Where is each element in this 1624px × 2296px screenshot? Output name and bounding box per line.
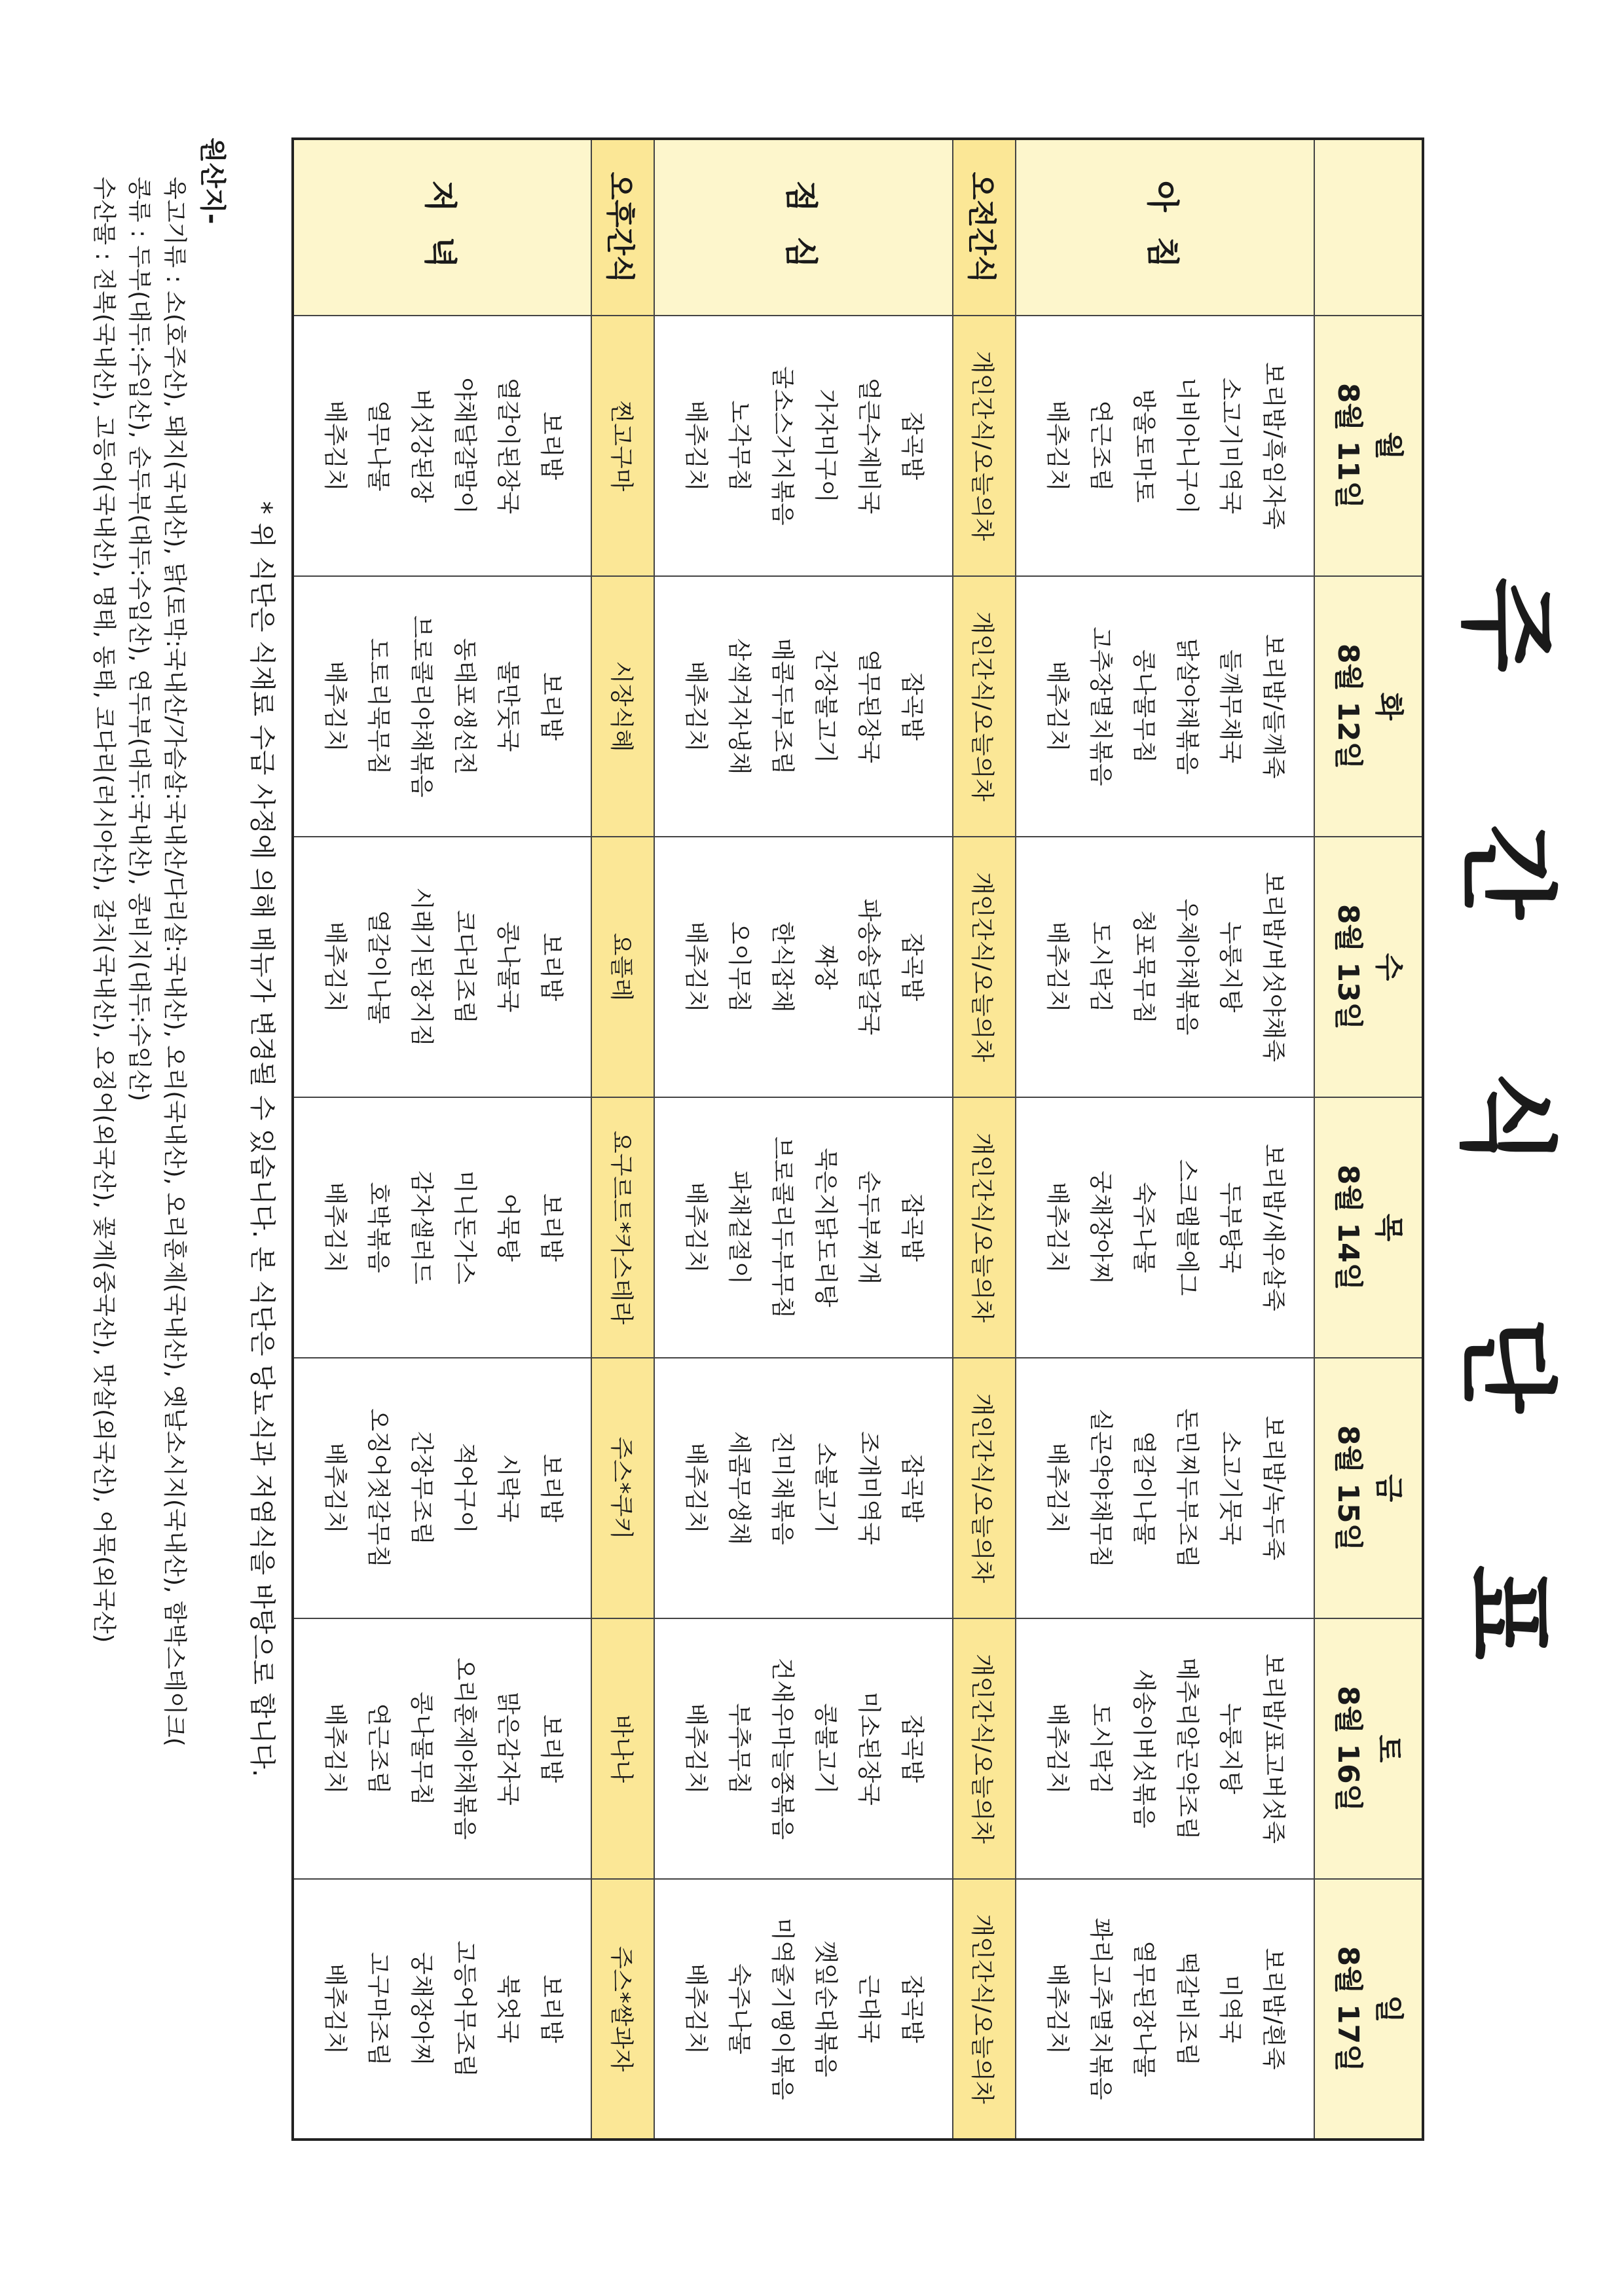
menu-cell [654, 1358, 953, 1618]
corner-cell [1314, 139, 1423, 316]
dish-item: 버섯강된장 [407, 389, 435, 503]
dish-item: 물만둣국 [494, 661, 521, 752]
day-name: 금 [1372, 1474, 1406, 1503]
snack-cell: 개인간식/오늘의차 [953, 1097, 1016, 1358]
day-date: 8월 17일 [1331, 1946, 1365, 2072]
day-header [1314, 1618, 1423, 1879]
dish-item: 고등어무조림 [451, 1941, 478, 2077]
afternoon-snack-row [591, 139, 654, 2140]
day-name: 토 [1372, 1734, 1406, 1763]
dish-item: 떡갈비조림 [1173, 1952, 1200, 2066]
dish-item: 미역국 [1216, 1975, 1244, 2043]
menu-cell [654, 1097, 953, 1358]
day-name: 수 [1372, 953, 1406, 981]
dish-item: 닭살야채볶음 [1173, 638, 1200, 775]
origin-info [86, 137, 232, 2200]
dish-item: 잡곡밥 [898, 411, 925, 481]
dish-item: 배추김치 [321, 921, 348, 1013]
menu-cell [1016, 1879, 1314, 2140]
day-name: 월 [1372, 431, 1406, 460]
menu-cell [654, 316, 953, 576]
menu-cell [1016, 1358, 1314, 1618]
dish-item: 배추김치 [321, 1182, 348, 1273]
menu-cell [293, 316, 591, 576]
dish-item: 시래기된장지짐 [407, 887, 435, 1047]
dish-item: 고추장멸치볶음 [1086, 627, 1114, 786]
dish-item: 돈민찌두부조림 [1173, 1408, 1200, 1568]
dish-item: 실곤약야채무침 [1086, 1408, 1114, 1568]
day-date: 8월 16일 [1331, 1685, 1365, 1812]
menu-cell [293, 1097, 591, 1358]
dish-item: 배추김치 [1043, 1442, 1071, 1534]
dish-item: 부추무침 [725, 1703, 752, 1795]
origin-heading: 원산지- [197, 137, 227, 225]
dish-item: 깻잎순대볶음 [811, 1941, 839, 2077]
dish-item: 열무나물 [364, 400, 392, 492]
dish-item: 굴소스가지볶음 [768, 366, 796, 526]
row-label: 아 침 [1016, 139, 1314, 316]
dish-item: 소고기미역국 [1216, 377, 1244, 515]
menu-cell [293, 1358, 591, 1618]
dish-item: 배추김치 [1043, 1963, 1071, 2055]
dish-item: 얼큰수제비국 [855, 377, 882, 515]
dish-item: 배추김치 [321, 661, 348, 752]
menu-cell [293, 1618, 591, 1879]
dish-item: 소불고기 [811, 1442, 839, 1534]
dish-item: 잡곡밥 [898, 1193, 925, 1262]
dish-item: 코다리조림 [451, 910, 478, 1024]
menu-cell [1016, 316, 1314, 576]
dish-item: 파채겉절이 [725, 1171, 752, 1285]
menu-change-notice: * 위 식단은 식재료 수급 사정에 의해 메뉴가 변경될 수 있습니다. 본 식단은 당뇨식과 저염식을 바탕으로 합니다. [247, 501, 277, 1777]
day-header [1314, 1097, 1423, 1358]
dish-item: 배추김치 [682, 1442, 709, 1534]
dish-item: 미소된장국 [855, 1692, 882, 1806]
menu-cell [1016, 837, 1314, 1097]
dish-item: 새송이버섯볶음 [1130, 1669, 1157, 1829]
snack-cell: 바나나 [591, 1618, 654, 1879]
dish-item: 브로콜리야채볶음 [407, 615, 435, 798]
dish-item: 어묵탕 [494, 1193, 521, 1262]
dinner-row [293, 139, 591, 2140]
day-date: 8월 15일 [1331, 1425, 1365, 1552]
dish-item: 조개미역국 [855, 1431, 882, 1545]
dish-item: 청포묵무침 [1130, 910, 1157, 1024]
dish-item: 오리훈제야채볶음 [451, 1657, 478, 1840]
menu-cell [1016, 1618, 1314, 1879]
day-header [1314, 1879, 1423, 2140]
dish-item: 노각무침 [725, 400, 752, 492]
dish-item: 배추김치 [682, 661, 709, 752]
morning-snack-row [953, 139, 1016, 2140]
dish-item: 배추김치 [1043, 1703, 1071, 1795]
dish-item: 배추김치 [682, 1963, 709, 2055]
menu-cell [654, 576, 953, 837]
dish-item: 너비아니구이 [1173, 377, 1200, 515]
dish-item: 북엇국 [494, 1975, 521, 2043]
dish-item: 소고기뭇국 [1216, 1431, 1244, 1545]
dish-item: 보리밥/흰죽 [1259, 1948, 1287, 2070]
origin-line-seafood: 수산물 : 전복(국내산), 고등어(국내산), 명태, 동태, 코다리(러시아산), 갈치(국내산), 오징어(외국산), 꽃게(중국산), 맛살(외국산), 어묵(외국산) [90, 177, 117, 1643]
dish-item: 열갈이나물 [364, 910, 392, 1024]
day-header [1314, 1358, 1423, 1618]
day-date: 8월 13일 [1331, 903, 1365, 1030]
dish-item: 배추김치 [321, 400, 348, 492]
dish-item: 배추김치 [1043, 921, 1071, 1013]
day-name: 일 [1372, 1995, 1406, 2023]
dish-item: 보리밥/버섯야채죽 [1259, 871, 1287, 1063]
dish-item: 보리밥 [537, 1975, 564, 2043]
dish-item: 야채달걀말이 [451, 377, 478, 515]
dish-item: 보리밥 [537, 411, 564, 481]
dish-item: 열무된장국 [855, 649, 882, 763]
menu-cell [654, 1618, 953, 1879]
dish-item: 우체야채볶음 [1173, 898, 1200, 1036]
menu-cell [1016, 576, 1314, 837]
menu-cell [654, 1879, 953, 2140]
dish-item: 잡곡밥 [898, 672, 925, 741]
dish-item: 보리밥/표고버섯죽 [1259, 1653, 1287, 1844]
snack-cell: 개인간식/오늘의차 [953, 837, 1016, 1097]
dish-item: 보리밥 [537, 932, 564, 1002]
menu-cell [293, 837, 591, 1097]
dish-item: 배추김치 [1043, 661, 1071, 752]
dish-item: 감자샐러드 [407, 1171, 435, 1285]
origin-line-meat: 육고기류 : 소(호주산), 돼지(국내산), 닭(토막:국내산/가슴살:국내산/다리살:국내산), 오리(국내산), 오리훈제(국내산), 옛날소시지(국내산), 함박스테이크( [161, 177, 188, 1747]
dish-item: 가자미구이 [811, 389, 839, 503]
row-label: 오후간식 [591, 139, 654, 316]
page-title: 주 간 식 단 표 [1449, 577, 1563, 1719]
dish-item: 매콤두부조림 [768, 638, 796, 775]
day-date: 8월 11일 [1331, 382, 1365, 509]
dish-item: 보리밥/들깨죽 [1259, 634, 1287, 779]
dish-item: 열무된장나물 [1130, 1941, 1157, 2077]
dish-item: 배추김치 [1043, 400, 1071, 492]
header-row [1314, 139, 1423, 2140]
dish-item: 누룽지탕 [1216, 921, 1244, 1013]
snack-cell: 개인간식/오늘의차 [953, 316, 1016, 576]
lunch-row [654, 139, 953, 2140]
dish-item: 잡곡밥 [898, 1714, 925, 1783]
dish-item: 연근조림 [1086, 400, 1114, 492]
dish-item: 콩나물무침 [407, 1692, 435, 1806]
dish-item: 한식잡채 [768, 921, 796, 1013]
snack-cell: 개인간식/오늘의차 [953, 1618, 1016, 1879]
dish-item: 배추김치 [682, 921, 709, 1013]
snack-cell: 개인간식/오늘의차 [953, 1358, 1016, 1618]
dish-item: 배추김치 [321, 1442, 348, 1534]
dish-item: 연근조림 [364, 1703, 392, 1795]
dish-item: 누룽지탕 [1216, 1703, 1244, 1795]
dish-item: 오징어젓갈무침 [364, 1408, 392, 1568]
snack-cell: 개인간식/오늘의차 [953, 1879, 1016, 2140]
dish-item: 숙주나물 [1130, 1182, 1157, 1273]
dish-item: 맑은감자국 [494, 1692, 521, 1806]
day-date: 8월 14일 [1331, 1164, 1365, 1291]
dish-item: 도시락김 [1086, 1703, 1114, 1795]
dish-item: 보리밥 [537, 1453, 564, 1523]
dish-item: 세콤무생채 [725, 1431, 752, 1545]
dish-item: 보리밥/흑임자죽 [1259, 362, 1287, 530]
day-name: 화 [1372, 692, 1406, 721]
snack-cell: 요플레 [591, 837, 654, 1097]
dish-item: 콩나물무침 [1130, 649, 1157, 763]
dish-item: 배추김치 [682, 1703, 709, 1795]
dish-item: 잡곡밥 [898, 1453, 925, 1523]
dish-item: 삼색겨자냉채 [725, 638, 752, 775]
dish-item: 잡곡밥 [898, 932, 925, 1002]
row-label: 점 심 [654, 139, 953, 316]
snack-cell: 찐고구마 [591, 316, 654, 576]
weekly-menu-table [291, 137, 1424, 2141]
dish-item: 보리밥 [537, 1714, 564, 1783]
snack-cell: 시장식혜 [591, 576, 654, 837]
dish-item: 도시락김 [1086, 921, 1114, 1013]
menu-cell [1016, 1097, 1314, 1358]
dish-item: 순두부찌개 [855, 1171, 882, 1285]
menu-cell [293, 576, 591, 837]
dish-item: 콩불고기 [811, 1703, 839, 1795]
dish-item: 두부탕국 [1216, 1182, 1244, 1273]
dish-item: 근대국 [855, 1975, 882, 2043]
dish-item: 미니돈가스 [451, 1171, 478, 1285]
dish-item: 숙주나물 [725, 1963, 752, 2055]
dish-item: 짜장 [811, 944, 839, 990]
menu-cell [654, 837, 953, 1097]
dish-item: 동태포생선전 [451, 638, 478, 775]
dish-item: 배추김치 [321, 1703, 348, 1795]
dish-item: 보리밥/녹두죽 [1259, 1415, 1287, 1561]
origin-line-beans: 콩류 : 두부(대두:수입산), 순두부(대두:수입산), 연두부(대두:국내산), 콩비지(대두:수입산) [126, 177, 153, 1102]
dish-item: 건새우마늘쫑볶음 [768, 1657, 796, 1840]
day-date: 8월 12일 [1331, 643, 1365, 770]
day-header [1314, 316, 1423, 576]
dish-item: 열갈이된장국 [494, 377, 521, 515]
dish-item: 궁채장아찌 [1086, 1171, 1114, 1285]
dish-item: 보리밥/새우살죽 [1259, 1144, 1287, 1311]
breakfast-row [1016, 139, 1314, 2140]
dish-item: 간장불고기 [811, 649, 839, 763]
dish-item: 배추김치 [321, 1963, 348, 2055]
dish-item: 콩나물국 [494, 921, 521, 1013]
dish-item: 고구마조림 [364, 1952, 392, 2066]
dish-item: 들깨무채국 [1216, 649, 1244, 763]
dish-item: 궁채장아찌 [407, 1952, 435, 2066]
snack-cell: 요구르트*카스테라 [591, 1097, 654, 1358]
dish-item: 메추리알곤약조림 [1173, 1657, 1200, 1840]
dish-item: 도토리묵무침 [364, 638, 392, 775]
dish-item: 잡곡밥 [898, 1975, 925, 2043]
dish-item: 적어구이 [451, 1442, 478, 1534]
dish-item: 배추김치 [1043, 1182, 1071, 1273]
dish-item: 보리밥 [537, 672, 564, 741]
day-name: 목 [1372, 1213, 1406, 1242]
dish-item: 간장무조림 [407, 1431, 435, 1545]
menu-cell [293, 1879, 591, 2140]
snack-cell: 주스*쌀과자 [591, 1879, 654, 2140]
dish-item: 묵은지닭도리탕 [811, 1148, 839, 1307]
dish-item: 스크램블에그 [1173, 1159, 1200, 1296]
dish-item: 호박볶음 [364, 1182, 392, 1273]
snack-cell: 개인간식/오늘의차 [953, 576, 1016, 837]
dish-item: 오이무침 [725, 921, 752, 1013]
dish-item: 배추김치 [682, 400, 709, 492]
row-label: 오전간식 [953, 139, 1016, 316]
dish-item: 보리밥 [537, 1193, 564, 1262]
dish-item: 미역줄기땡이볶음 [768, 1918, 796, 2100]
dish-item: 진미채볶음 [768, 1431, 796, 1545]
dish-item: 브로콜리두부무침 [768, 1136, 796, 1319]
row-label: 저 녁 [293, 139, 591, 316]
dish-item: 시락국 [494, 1453, 521, 1523]
dish-item: 꽈리고추멸치볶음 [1086, 1918, 1114, 2100]
dish-item: 열갈이나물 [1130, 1431, 1157, 1545]
dish-item: 배추김치 [682, 1182, 709, 1273]
day-header [1314, 576, 1423, 837]
dish-item: 파송송달걀국 [855, 898, 882, 1036]
dish-item: 방울토마토 [1130, 389, 1157, 503]
day-header [1314, 837, 1423, 1097]
snack-cell: 주스*쿠키 [591, 1358, 654, 1618]
